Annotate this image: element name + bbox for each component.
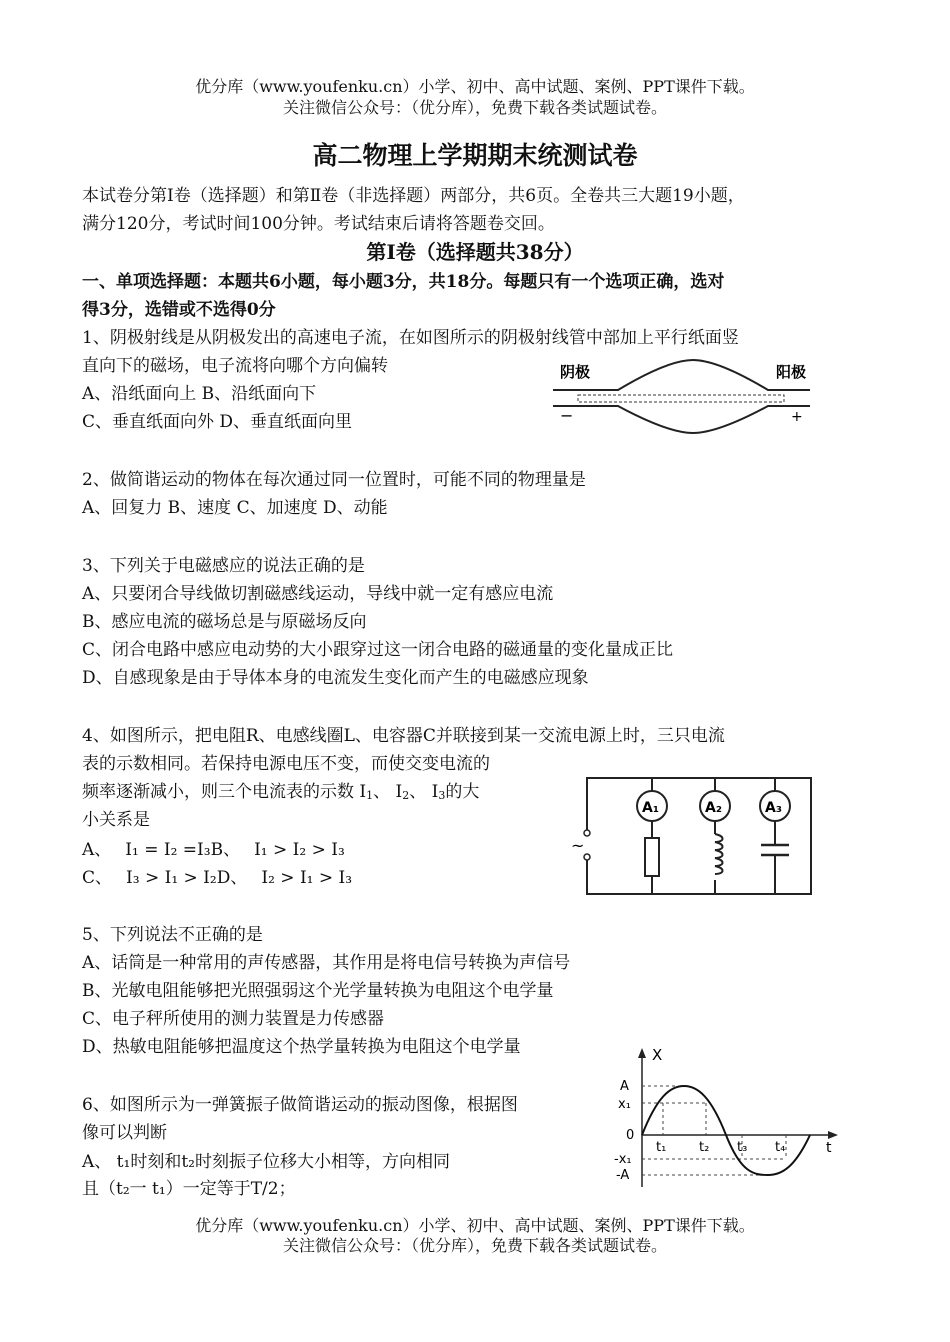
x-axis-arrow — [828, 1131, 838, 1139]
source-terminal-top — [584, 830, 590, 836]
section-title: 第Ⅰ卷（选择题共38分） — [366, 240, 584, 264]
resistor-r — [645, 838, 659, 876]
q5-stem: 5、下列说法不正确的是 — [82, 925, 263, 945]
tube-outline-top — [553, 360, 810, 390]
source-terminal-bottom — [584, 854, 590, 860]
q6-stem-1: 6、如图所示为一弹簧振子做简谐运动的振动图像，根据图 — [82, 1095, 518, 1115]
label-A: A — [620, 1079, 629, 1094]
label-x1: x₁ — [618, 1097, 631, 1112]
q6-option-a: A、 t₁时刻和t₂时刻振子位移大小相等，方向相同 — [82, 1152, 450, 1172]
header-line-2: 关注微信公众号：（优分库），免费下载各类试题试卷。 — [282, 98, 667, 117]
q5-option-b: B、光敏电阻能够把光照强弱这个光学量转换为电阻这个电学量 — [82, 981, 554, 1001]
q1-stem-1: 1、阴极射线是从阴极发出的高速电子流，在如图所示的阴极射线管中部加上平行纸面竖 — [82, 328, 739, 348]
page-title: 高二物理上学期期末统测试卷 — [312, 141, 638, 170]
q3-option-d: D、自感现象是由于导体本身的电流发生变化而产生的电磁感应现象 — [82, 668, 589, 688]
y-axis-arrow — [638, 1048, 646, 1058]
ammeter-a1-label: A₁ — [642, 800, 659, 816]
q5-option-a: A、话筒是一种常用的声传感器，其作用是将电信号转换为声信号 — [82, 953, 571, 973]
anode-label: 阳极 — [776, 363, 807, 381]
tube-outline-bottom — [553, 406, 810, 433]
q5-option-d: D、热敏电阻能够把温度这个热学量转换为电阻这个电学量 — [82, 1037, 521, 1057]
part1-instructions-1: 一、单项选择题：本题共6小题，每小题3分，共18分。每题只有一个选项正确，选对 — [82, 272, 725, 292]
q4-stem-2: 表的示数相同。若保持电源电压不变，而使交变电流的 — [82, 754, 490, 774]
footer-line-2: 关注微信公众号：（优分库），免费下载各类试题试卷。 — [282, 1236, 667, 1255]
intro-line-1: 本试卷分第Ⅰ卷（选择题）和第Ⅱ卷（非选择题）两部分，共6页。全卷共三大题19小题， — [82, 186, 745, 206]
y-axis-label: X — [652, 1046, 663, 1064]
parallel-circuit-figure — [565, 770, 825, 902]
ac-source-symbol: ~ — [571, 836, 585, 855]
minus-sign: − — [560, 406, 574, 425]
q3-option-c: C、闭合电路中感应电动势的大小跟穿过这一闭合电路的磁通量的变化量成正比 — [82, 640, 674, 660]
q2-options: A、回复力 B、速度 C、加速度 D、动能 — [82, 498, 388, 518]
header-line-1: 优分库（www.youfenku.cn）小学、初中、高中试题、案例、PPT课件下载。 — [195, 77, 755, 96]
label-neg-A: -A — [616, 1168, 630, 1183]
q1-stem-2: 直向下的磁场，电子流将向哪个方向偏转 — [82, 356, 388, 376]
q3-option-b: B、感应电流的磁场总是与原磁场反向 — [82, 612, 367, 632]
displacement-curve — [642, 1086, 810, 1175]
x-axis-label: t — [826, 1140, 832, 1156]
q4-options-cd: C、 I₃ > I₁ > I₂D、 I₂ > I₁ > I₃ — [82, 868, 353, 888]
q4-stem-4: 小关系是 — [82, 810, 150, 830]
electron-beam — [578, 395, 784, 402]
part1-instructions-2: 得3分，选错或不选得0分 — [82, 300, 276, 320]
label-neg-x1: -x₁ — [614, 1152, 632, 1167]
label-t1: t₁ — [656, 1140, 667, 1155]
ammeter-a2-label: A₂ — [705, 800, 722, 816]
shm-displacement-graph — [612, 1042, 842, 1190]
q1-options-cd: C、垂直纸面向外 D、垂直纸面向里 — [82, 412, 353, 432]
q6-stem-2: 像可以判断 — [82, 1123, 167, 1143]
intro-line-2: 满分120分，考试时间100分钟。考试结束后请将答题卷交回。 — [82, 214, 555, 234]
label-t4: t₄ — [775, 1140, 786, 1155]
cathode-ray-tube-figure — [548, 355, 818, 435]
label-t3: t₃ — [737, 1140, 748, 1155]
cathode-label: 阴极 — [560, 363, 591, 381]
q5-option-c: C、电子秤所使用的测力装置是力传感器 — [82, 1009, 385, 1029]
label-t2: t₂ — [699, 1140, 710, 1155]
footer-line-1: 优分库（www.youfenku.cn）小学、初中、高中试题、案例、PPT课件下载。 — [195, 1216, 755, 1235]
q4-stem-1: 4、如图所示，把电阻R、电感线圈L、电容器C并联接到某一交流电源上时，三只电流 — [82, 726, 725, 746]
plus-sign: + — [791, 409, 803, 425]
q1-options-ab: A、沿纸面向上 B、沿纸面向下 — [82, 384, 317, 404]
q6-option-a-cont: 且（t₂一 t₁）一定等于T/2； — [82, 1179, 296, 1199]
q4-stem-3: 频率逐渐减小，则三个电流表的示数 $I_1$、 $I_2$、 $I_3$的大 — [82, 782, 480, 802]
q3-stem: 3、下列关于电磁感应的说法正确的是 — [82, 556, 365, 576]
q4-options-ab: A、 I₁ = I₂ =I₃B、 I₁ > I₂ > I₃ — [82, 840, 345, 860]
ammeter-a3-label: A₃ — [765, 800, 782, 816]
q2-stem: 2、做简谐运动的物体在每次通过同一位置时，可能不同的物理量是 — [82, 470, 586, 490]
label-origin: 0 — [626, 1128, 635, 1143]
q3-option-a: A、只要闭合导线做切割磁感线运动，导线中就一定有感应电流 — [82, 584, 554, 604]
